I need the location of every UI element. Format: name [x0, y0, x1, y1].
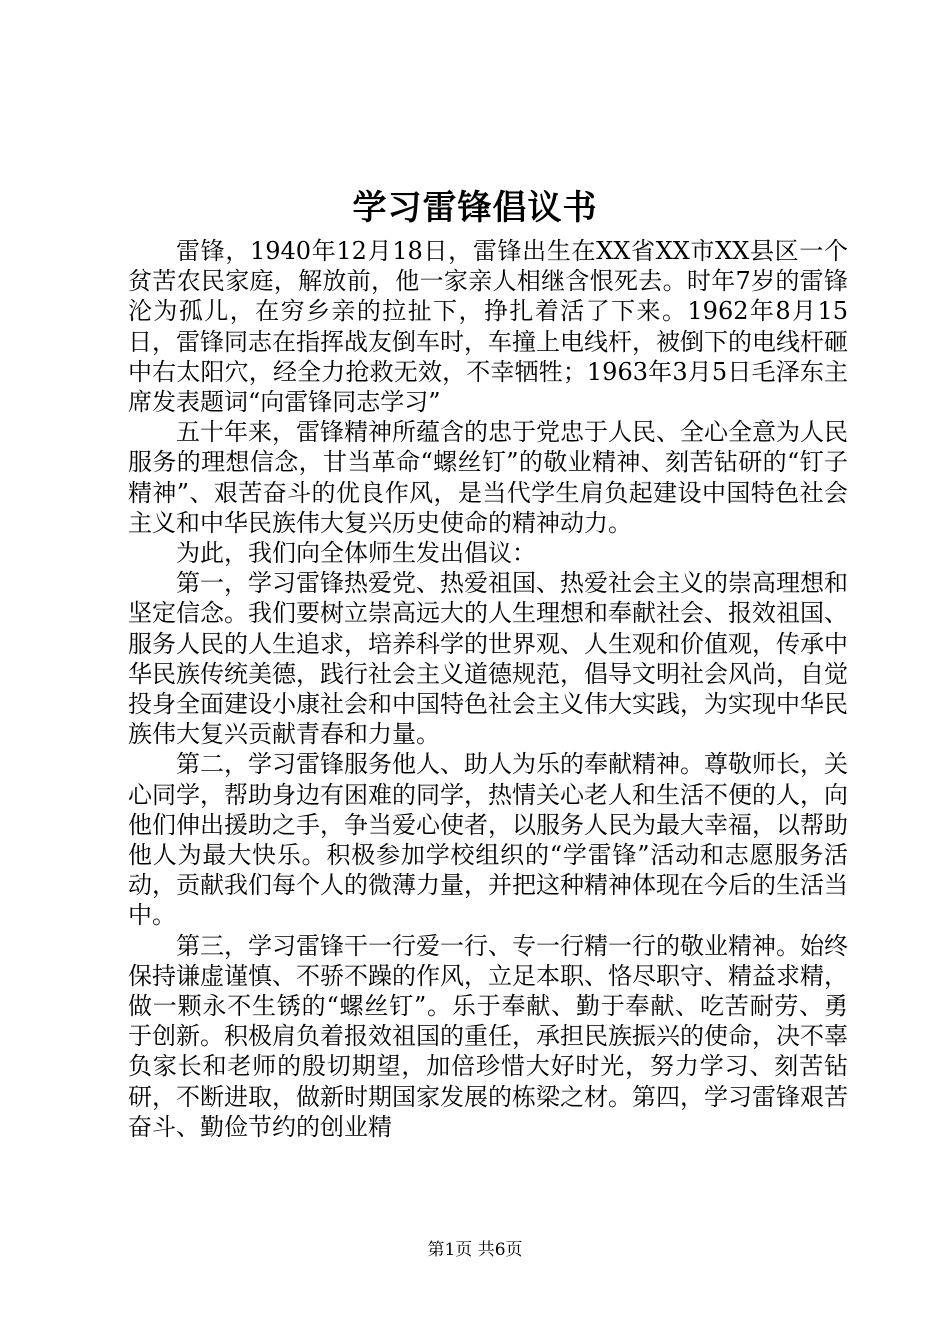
paragraph-proposal-second: 第二，学习雷锋服务他人、助人为乐的奉献精神。尊敬师长，关心同学，帮助身边有困难的同学，热情关心老人和生活不便的人，向他们伸出援助之手，争当爱心使者，以服务人民为最大幸福，以帮助他人为最大快乐。积极参加学校组织的“学雷锋”活动和志愿服务活动，贡献我们每个人的微薄力量，并把这种精神体现在今后的生活当中。 [128, 750, 848, 930]
paragraph-lei-feng-biography: 雷锋，1940年12月18日，雷锋出生在XX省XX市XX县区一个贫苦农民家庭，解放前，他一家亲人相继含恨死去。时年7岁的雷锋沦为孤儿，在穷乡亲的拉扯下，挣扎着活了下来。1962年8月15日，雷锋同志在指挥战友倒车时，车撞上电线杆，被倒下的电线杆砸中右太阳穴，经全力抢救无效，不幸牺牲；1963年3月5日毛泽东主席发表题词“向雷锋同志学习” [128, 237, 848, 417]
paragraph-proposal-third: 第三，学习雷锋干一行爱一行、专一行精一行的敬业精神。始终保持谦虚谨慎、不骄不躁的作风，立足本职、恪尽职守、精益求精，做一颗永不生锈的“螺丝钉”。乐于奉献、勤于奉献、吃苦耐劳、勇于创新。积极肩负着报效祖国的重任，承担民族振兴的使命，决不辜负家长和老师的殷切期望，加倍珍惜大好时光，努力学习、刻苦钻研，不断进取，做新时期国家发展的栋梁之材。第四，学习雷锋艰苦奋斗、勤俭节约的创业精 [128, 931, 848, 1141]
paragraph-lei-feng-spirit: 五十年来，雷锋精神所蕴含的忠于党忠于人民、全心全意为人民服务的理想信念，甘当革命“螺丝钉”的敬业精神、刻苦钻研的“钉子精神”、艰苦奋斗的优良作风，是当代学生肩负起建设中国特色社会主义和中华民族伟大复兴历史使命的精神动力。 [128, 418, 848, 537]
paragraph-proposal-first: 第一，学习雷锋热爱党、热爱祖国、热爱社会主义的崇高理想和坚定信念。我们要树立崇高远大的人生理想和奉献社会、报效祖国、服务人民的人生追求，培养科学的世界观、人生观和价值观，传承中华民族传统美德，践行社会主义道德规范，倡导文明社会风尚，自觉投身全面建设小康社会和中国特色社会主义伟大实践，为实现中华民族伟大复兴贡献青春和力量。 [128, 569, 848, 749]
document-body [128, 236, 848, 1142]
document-title: 学习雷锋倡议书 [352, 188, 598, 228]
page-number-footer: 第1页 共6页 [427, 1240, 523, 1260]
paragraph-proposal-intro: 为此，我们向全体师生发出倡议： [176, 539, 536, 568]
